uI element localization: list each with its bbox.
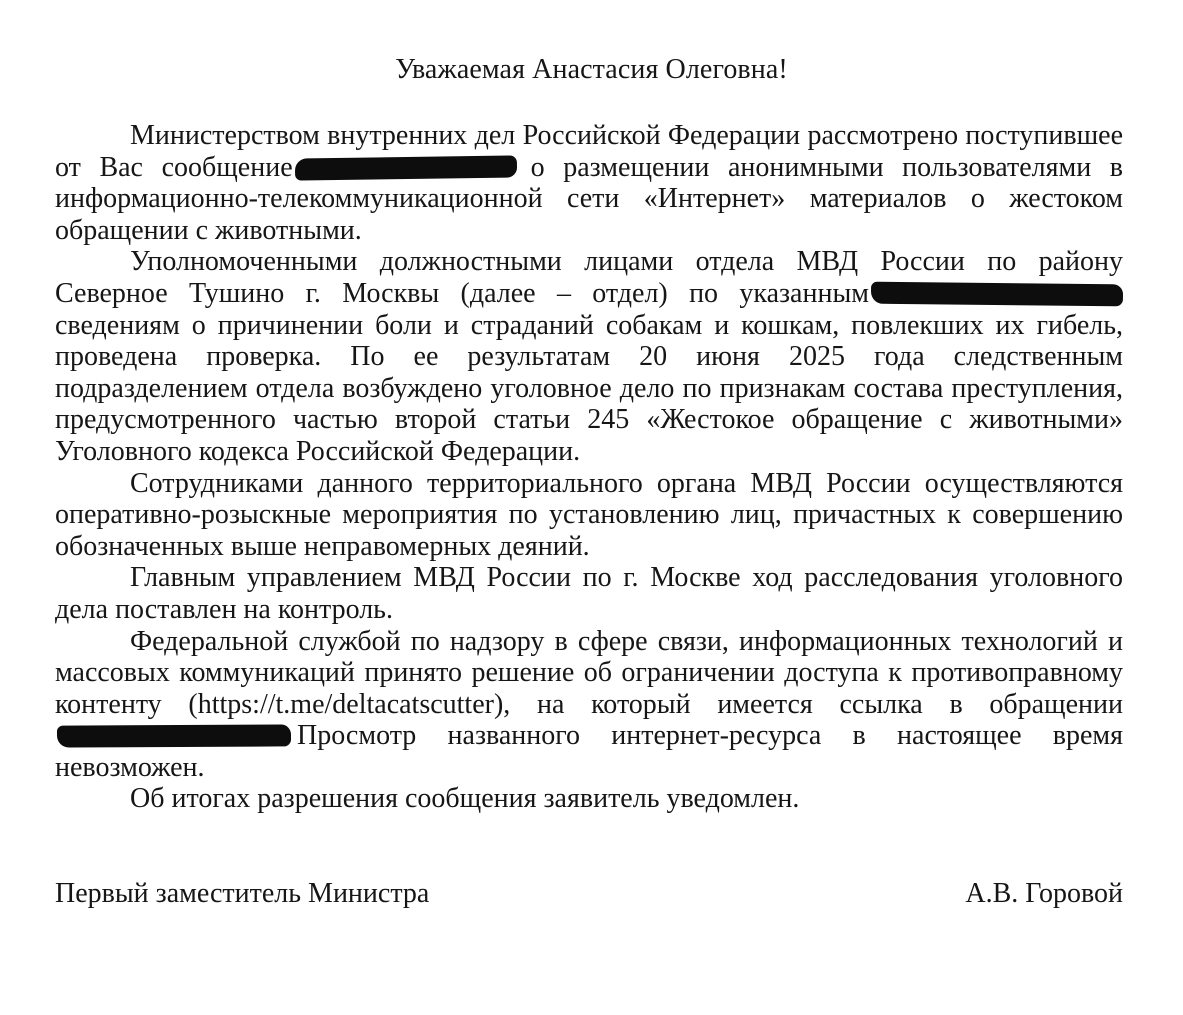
paragraph-5-end: Просмотр названного интернет-ресурса в настоящее время невозможен. <box>55 720 1123 783</box>
paragraph-3: Сотрудниками данного территориального органа МВД России осуществляются оперативно-розыскные мероприятия по установлению лиц, причастных к совершению обозначенных выше неправомерных деяний. <box>55 467 1123 562</box>
paragraph-1 <box>55 120 1123 246</box>
letter-body <box>55 120 1123 815</box>
signature-block <box>55 878 1123 910</box>
redaction-mark <box>871 282 1123 307</box>
paragraph-1-end: о размещении анонимными пользователями в информационно-телекоммуникационной сети «Интернет» материалов о жестоком обращении с животными. <box>55 151 1123 246</box>
paragraph-6: Об итогах разрешения сообщения заявитель уведомлен. <box>130 783 800 815</box>
redaction-mark <box>294 155 516 180</box>
paragraph-5-start: Федеральной службой по надзору в сфере связи, информационных технологий и массовых коммуникаций принято решение об ограничении доступа к противоправному контенту (https://t.me/deltacatscutter), на который имеется ссылка в обращении <box>55 625 1123 720</box>
paragraph-2-end: сведениям о причинении боли и страданий собакам и кошкам, повлекших их гибель, проведена проверка. По ее результатам 20 июня 2025 года следственным подразделением отдела возбуждено уголовное дело по признакам состава преступления, предусмотренного частью второй статьи 245 «Жестокое обращение с животными» Уголовного кодекса Российской Федерации. <box>55 309 1123 467</box>
signature-name: А.В. Горовой <box>965 878 1123 909</box>
paragraph-5 <box>55 626 1123 784</box>
paragraph-2 <box>55 246 1123 467</box>
letter-greeting: Уважаемая Анастасия Олеговна! <box>395 54 788 85</box>
redaction-mark <box>57 725 291 748</box>
paragraph-4: Главным управлением МВД России по г. Москве ход расследования уголовного дела поставлен на контроль. <box>55 562 1123 625</box>
paragraph-2-start: Уполномоченными должностными лицами отдела МВД России по району Северное Тушино г. Москвы (далее – отдел) по указанным <box>55 246 1123 309</box>
signature-position: Первый заместитель Министра <box>55 878 430 909</box>
paragraph-1-start: Министерством внутренних дел Российской Федерации рассмотрено поступившее от Вас сообщение <box>55 120 1123 183</box>
